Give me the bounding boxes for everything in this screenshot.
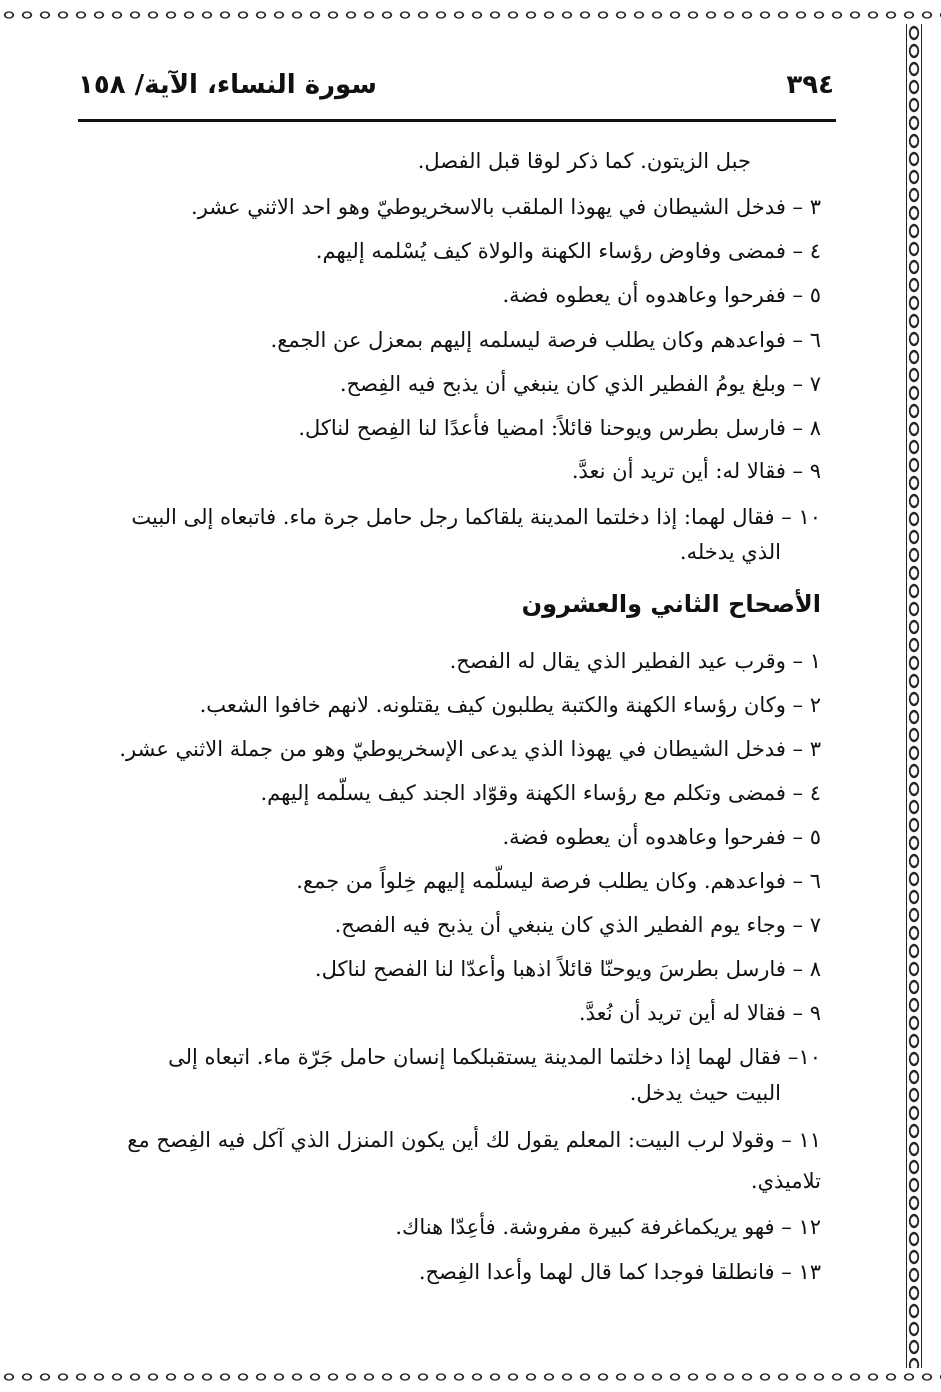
text-line: ٨ – فارسل بطرسَ ويوحنّا قائلاً اذهبا وأعدّا لنا الفصح لناكل.	[314, 957, 821, 981]
text-line: ٦ – فواعدهم. وكان يطلب فرصة ليسلّمه إليهم خِلواً من جمع.	[296, 869, 821, 893]
text-line: ١٢ – فهو يريكماغرفة كبيرة مفروشة. فأعِدّا هناك.	[395, 1215, 821, 1239]
text-line: ٥ – ففرحوا وعاهدوه أن يعطوه فضة.	[502, 825, 821, 849]
text-line: ٦ – فواعدهم وكان يطلب فرصة ليسلمه إليهم بمعزل عن الجمع.	[270, 328, 821, 352]
text-line: الذي يدخله.	[679, 540, 781, 564]
section-heading: الأصحاح الثاني والعشرون	[521, 590, 821, 618]
text-line: ٩ – فقالا له أين تريد أن نُعدَّ.	[578, 1001, 821, 1025]
text-line: تلاميذي.	[750, 1169, 821, 1193]
text-line: ١٠– فقال لهما إذا دخلتما المدينة يستقبلكما إنسان حامل جَرّة ماء. اتبعاه إلى	[168, 1045, 821, 1069]
text-line: ٥ – ففرحوا وعاهدوه أن يعطوه فضة.	[502, 283, 821, 307]
text-line: ٧ – وجاء يوم الفطير الذي كان ينبغي أن يذبح فيه الفصح.	[334, 913, 821, 937]
text-line: ١ – وقرب عيد الفطير الذي يقال له الفصح.	[449, 649, 821, 673]
text-line: جبل الزيتون. كما ذكر لوقا قبل الفصل.	[417, 149, 751, 173]
running-title: سورة النساء، الآية/ ١٥٨	[78, 70, 377, 100]
text-line: ٣ – فدخل الشيطان في يهوذا الذي يدعى الإسخريوطيّ وهو من جملة الاثني عشر.	[119, 737, 821, 761]
text-line: ٨ – فارسل بطرس ويوحنا قائلاً: امضيا فأعدًا لنا الفِصح لناكل.	[298, 416, 821, 440]
text-line: ٣ – فدخل الشيطان في يهوذا الملقب بالاسخريوطيّ وهو احد الاثني عشر.	[191, 195, 821, 219]
text-line: ١٣ – فانطلقا فوجدا كما قال لهما وأعدا الفِصح.	[418, 1260, 821, 1284]
text-line: ٢ – وكان رؤساء الكهنة والكتبة يطلبون كيف يقتلونه. لانهم خافوا الشعب.	[199, 693, 821, 717]
text-line: البيت حيث يدخل.	[629, 1081, 781, 1105]
text-line: ١١ – وقولا لرب البيت: المعلم يقول لك أين يكون المنزل الذي آكل فيه الفِصح مع	[127, 1128, 821, 1152]
text-line: ٤ – فمضى وفاوض رؤساء الكهنة والولاة كيف يُسْلمه إليهم.	[315, 239, 821, 263]
text-line: ٩ – فقالا له: أين تريد أن نعدَّ.	[571, 459, 821, 483]
text-line: ٤ – فمضى وتكلم مع رؤساء الكهنة وقوّاد الجند كيف يسلّمه إليهم.	[260, 781, 821, 805]
text-line: ٧ – وبلغ يومُ الفطير الذي كان ينبغي أن يذبح فيه الفِصح.	[339, 372, 821, 396]
text-line: ١٠ – فقال لهما: إذا دخلتما المدينة يلقاكما رجل حامل جرة ماء. فاتبعاه إلى البيت	[131, 505, 821, 529]
page-number: ٣٩٤	[786, 70, 834, 100]
